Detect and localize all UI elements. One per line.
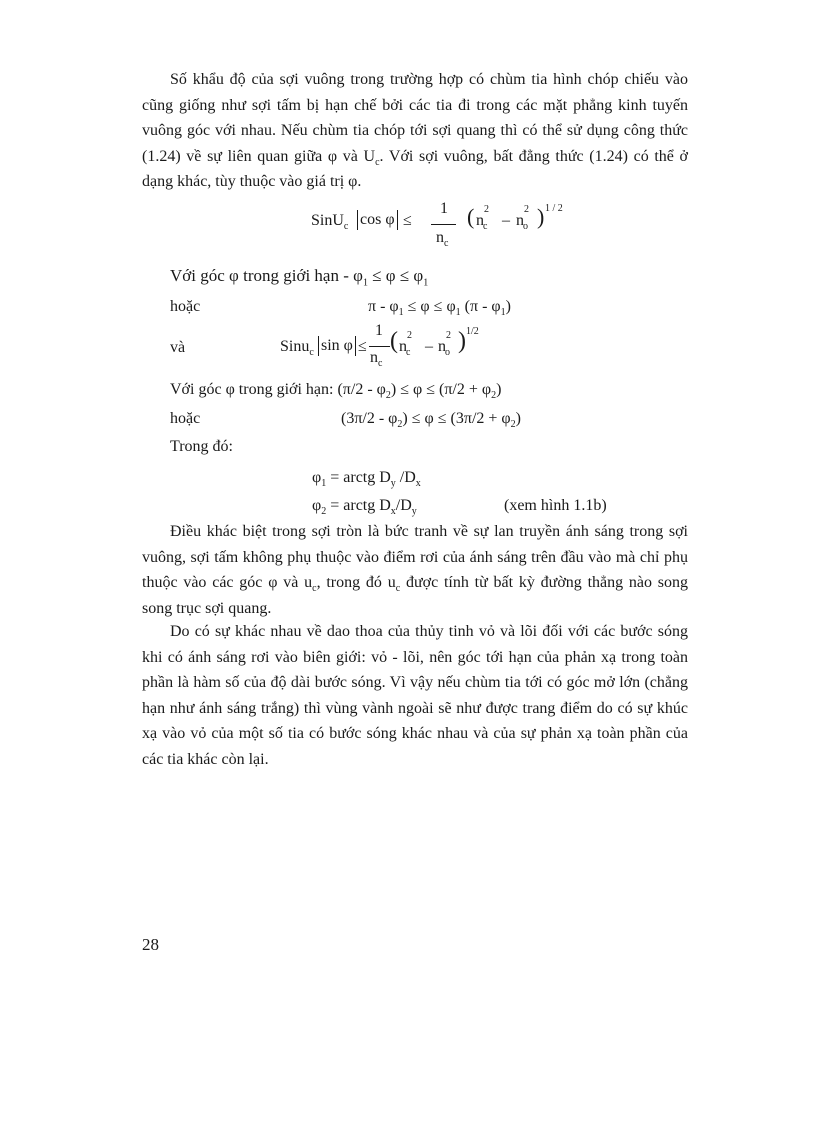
paragraph-1-text: Số khẩu độ của sợi vuông trong trường hợp có chùm tia hình chóp chiếu vào cũng giống như sợi tấm bị hạn chế bởi các tia đi trong các mặt phẳng kinh tuyến vuông góc với nhau. Nếu chùm tia chóp tới sợi quang thì có thể sử dụng công thức (1.24) về sự liên quan giữa φ và U (142, 71, 688, 165)
paragraph-3: Do có sự khác nhau về dao thoa của thủy tinh vỏ và lõi đối với các bước sóng khi có ánh sáng rơi vào biên giới: vỏ - lõi, nên góc tới hạn của phản xạ trong toàn phần là hàm số của độ dài bước sóng. Vì vậy nếu chùm tia tới có góc mở lớn (chẳng hạn như ánh sáng trắng) thì vùng vành ngoài sẽ như được trang điểm do có sự khúc xạ vào vỏ của một số tia có bước sóng khác nhau và của sự phản xạ toàn phần của các tia khác còn lại. (142, 623, 688, 768)
equation-1-minus: – (502, 212, 510, 229)
definition-phi2: $\varphi_2$ = arctg $D_x/D_y$ (312, 497, 417, 518)
or-label-2: hoặc (170, 410, 201, 427)
or-expression-1: $\pi - \varphi_1 \le \varphi \le \varphi_1$ $(\pi - \varphi_1)$ (368, 298, 511, 319)
equation-2-abs: sin φ (318, 336, 356, 356)
or-label-1: hoặc (170, 298, 201, 315)
equation-2-denominator: $n_c$ (370, 349, 383, 370)
equation-1-denominator: $n_c$ (436, 229, 449, 250)
equation-1-close-paren: ) (537, 204, 545, 229)
equation-1-fraction-bar (431, 224, 456, 225)
paragraph-1-subscript: c (375, 156, 380, 168)
equation-2-numerator: 1 (375, 322, 383, 339)
equation-1-term2: $n^2_o$ (516, 203, 529, 233)
paragraph-1-text-end: . Với sợi vuông, bất đẳng thức (1.24) có thể ở dạng khác, tùy thuộc vào giá trị φ. (142, 147, 689, 190)
or-expression-2: $(3\pi/2 - \varphi_2) \le \varphi \le (3\pi/2 + \varphi_2)$ (341, 410, 521, 431)
paragraph-1 (142, 67, 688, 195)
equation-2-close-paren: ) (458, 328, 466, 354)
equation-1-abs: cos φ (357, 210, 398, 230)
and-label: và (170, 339, 186, 356)
condition-1: Với góc φ trong giới hạn - $\varphi_1 \le \varphi \le \varphi_1$ (170, 266, 429, 289)
figure-reference: (xem hình 1.1b) (504, 497, 607, 514)
where-label: Trong đó: (170, 438, 233, 455)
paragraph-2: Điều khác biệt trong sợi tròn là bức tranh về sự lan truyền ánh sáng trong sợi vuông, sợi tấm không phụ thuộc vào điểm rơi của ánh sáng trên đầu vào mà chỉ phụ thuộc vào các góc φ và $u_c$, trong đó $u_c$ được tính từ bất kỳ đường thẳng nào song song trục sợi quang. (142, 523, 689, 617)
equation-1-term1: $n^2_c$ (476, 203, 489, 233)
equation-2-exponent: 1/2 (466, 326, 479, 337)
equation-2-open-paren: ( (390, 328, 398, 354)
equation-2-term1: $n^2_c$ (399, 329, 412, 359)
definition-phi1: $\varphi_1$ = arctg $D_y$ $/D_x$ (312, 469, 421, 490)
condition-2: Với góc φ trong giới hạn: $(\pi/2 - \varphi_2) \le \varphi \le (\pi/2 + \varphi_2)$ (170, 381, 502, 402)
equation-1-rel: ≤ (403, 212, 412, 229)
equation-2-minus: – (425, 338, 433, 355)
page-number: 28 (142, 935, 159, 954)
equation-2-fraction-bar (369, 346, 390, 347)
equation-1-numerator: 1 (440, 200, 448, 217)
equation-1-open-paren: ( (467, 204, 475, 229)
equation-1-lhs: SinU$_c$ (311, 212, 349, 233)
equation-2-term2: $n^2_o$ (438, 329, 451, 359)
equation-1-exponent: 1 / 2 (545, 203, 563, 214)
equation-2-rel: ≤ (358, 338, 367, 355)
equation-2-lhs: Sinu$_c$ (280, 338, 314, 359)
